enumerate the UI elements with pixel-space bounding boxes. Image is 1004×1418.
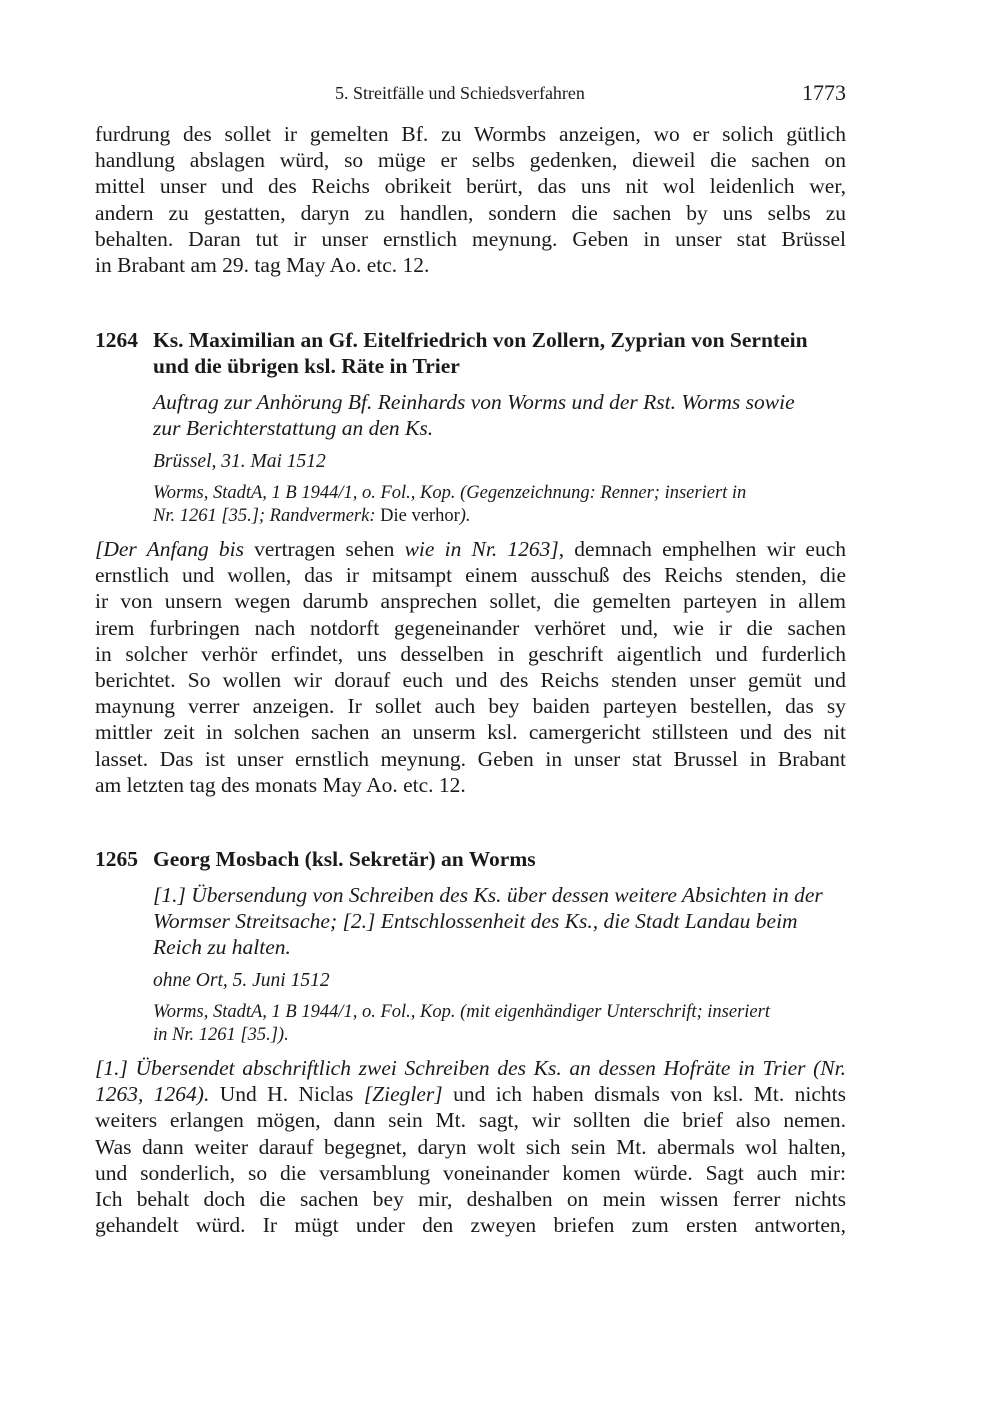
doc-1265-summary-line2: Wormser Streitsache; [2.] Entschlossenheit des Ks., die Stadt Landau beim <box>153 909 798 933</box>
doc-1265-text-line: gehandelt würd. Ir mügt under den zweyen briefen zum ersten antworten, <box>95 1213 846 1238</box>
doc-1264-dateline: Brüssel, 31. Mai 1512 <box>153 451 326 472</box>
doc-1265-heading <box>95 846 846 872</box>
intro-text-line: behalten. Daran tut ir unser ernstlich meynung. Geben in unser stat Brüssel <box>95 226 846 251</box>
text-segment: Und H. Niclas <box>209 1082 364 1107</box>
editorial-note: 1263, 1264). <box>95 1082 210 1107</box>
editorial-note: [Der Anfang bis <box>95 537 244 561</box>
doc-1264-text-line: irem furbringen nach notdorft gegeneinander verhöret und, wie ir die sachen <box>95 615 846 640</box>
document-1265 <box>95 846 846 1238</box>
source-text: Nr. 1261 [35.]; Randvermerk: <box>153 506 376 526</box>
doc-1264-text-line: lasset. Das ist unser ernstlich meynung. Geben in unser stat Brussel in Brabant <box>95 746 846 771</box>
doc-1264-title-line2: und die übrigen ksl. Räte in Trier <box>153 354 460 378</box>
text-segment: und ich haben dismals von ksl. Mt. nichts <box>442 1082 846 1107</box>
doc-1265-summary-line3: Reich zu halten. <box>153 935 291 959</box>
text-segment: , demnach emphelhen wir euch <box>558 537 846 561</box>
doc-1264-source-line1: Worms, StadtA, 1 B 1944/1, o. Fol., Kop. (Gegenzeichnung: Renner; inseriert in <box>153 483 747 503</box>
doc-1264-text-line: ir von unsern wegen darumb ansprechen sollet, die gemelten parteyen in allem <box>95 589 846 614</box>
doc-1264-text-line: ernstlich und wollen, das ir mitsampt einem ausschuß des Reichs stenden, die <box>95 563 846 588</box>
doc-1264-text-line1 <box>95 536 846 562</box>
doc-1264-number: 1264 <box>95 328 138 352</box>
doc-1264-source <box>153 482 846 528</box>
intro-text-line: in Brabant am 29. tag May Ao. etc. 12. <box>95 253 430 278</box>
running-title: 5. Streitfälle und Schiedsverfahren <box>335 83 585 103</box>
doc-1264-heading <box>95 327 846 379</box>
doc-1264-text-line: am letzten tag des monats May Ao. etc. 12. <box>95 772 466 797</box>
intro-text <box>95 121 846 278</box>
doc-1265-summary-line1: [1.] Übersendung von Schreiben des Ks. über dessen weitere Absichten in der <box>153 883 823 907</box>
intro-paragraph <box>95 121 846 278</box>
editorial-note: wie in Nr. 1263] <box>404 537 559 561</box>
doc-1264-text-line: berichtet. So wollen wir dorauf euch und des Reichs stenden unser gemüt und <box>95 668 846 693</box>
doc-1265-text-line: und sonderlich, so die versamblung voneinander komen würde. Sagt auch mir: <box>95 1160 846 1185</box>
doc-1264-text-line: mittler zeit in solchen sachen an unserm ksl. camergericht stillsteen und des nit <box>95 720 846 745</box>
running-head <box>95 80 846 108</box>
doc-1265-text-line1: [1.] Übersendet abschriftlich zwei Schreiben des Ks. an dessen Hofräte in Trier (Nr. <box>95 1056 846 1080</box>
marginal-note: Die verhor <box>375 506 460 526</box>
doc-1264-summary-line2: zur Berichterstattung an den Ks. <box>153 416 434 440</box>
intro-text-line: andern zu gestatten, daryn zu handlen, sondern die sachen by uns selbs zu <box>95 200 846 225</box>
doc-1265-text-line: Was dann weiter darauf begegnet, daryn wolt sich sein Mt. abermals wol halten, <box>95 1134 846 1159</box>
doc-1265-source-line1: Worms, StadtA, 1 B 1944/1, o. Fol., Kop. (mit eigenhändiger Unterschrift; inseriert <box>153 1002 770 1022</box>
doc-1265-text <box>95 1055 846 1238</box>
intro-text-line: furdrung des sollet ir gemelten Bf. zu Wormbs anzeigen, wo er solich gütlich <box>95 122 846 146</box>
doc-1264-text <box>95 536 846 798</box>
doc-1265-title: Georg Mosbach (ksl. Sekretär) an Worms <box>153 847 536 871</box>
doc-1265-source-line2: in Nr. 1261 [35.]). <box>153 1025 289 1045</box>
doc-1265-summary <box>153 882 846 960</box>
source-close: ). <box>459 506 471 526</box>
doc-1264-summary-line1: Auftrag zur Anhörung Bf. Reinhards von Worms und der Rst. Worms sowie <box>153 390 795 414</box>
document-1264 <box>95 327 846 798</box>
doc-1265-text-line: weiters erlangen mögen, dann sein Mt. sagt, wir sollten die brief also nemen. <box>95 1108 846 1133</box>
editorial-note: [Ziegler] <box>363 1082 443 1107</box>
doc-1264-text-line: maynung verrer anzeigen. Ir sollet auch bey baiden parteyen bestellen, das sy <box>95 694 846 719</box>
doc-1265-source <box>153 1001 846 1047</box>
intro-text-line: mittel unser und des Reichs obrikeit berürt, das uns nit wol leidenlich wer, <box>95 174 846 199</box>
page-number: 1773 <box>802 80 846 105</box>
doc-1265-number: 1265 <box>95 847 138 871</box>
doc-1265-dateline: ohne Ort, 5. Juni 1512 <box>153 970 330 991</box>
text-segment: vertragen sehen <box>243 537 405 561</box>
doc-1265-text-line: Ich behalt doch die sachen bey mir, deshalben on mein wissen ferrer nichts <box>95 1187 846 1212</box>
doc-1264-title-line1: Ks. Maximilian an Gf. Eitelfriedrich von Zollern, Zyprian von Serntein <box>153 328 808 352</box>
doc-1264-summary <box>153 389 846 441</box>
intro-text-line: handlung abslagen würd, so müge er selbs gedenken, dieweil die sachen on <box>95 148 846 173</box>
doc-1264-text-line: in solcher verhör erfindet, uns desselben in geschrift aigentlich und furderlich <box>95 641 846 666</box>
doc-1264-source-line2 <box>153 505 846 528</box>
doc-1265-text-line2 <box>95 1081 846 1107</box>
